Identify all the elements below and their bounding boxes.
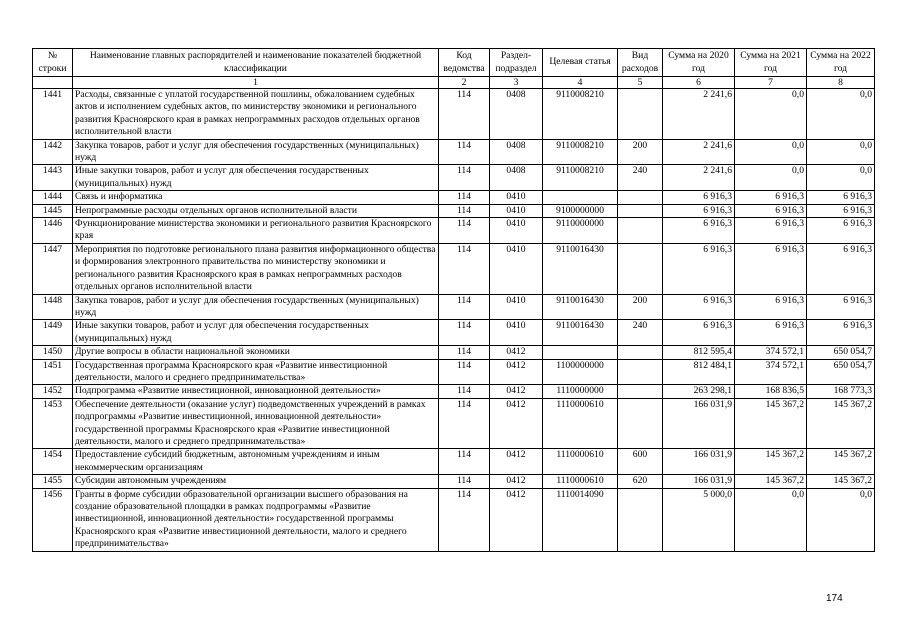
name-cell: Обеспечение деятельности (оказание услуг) подведомственных учреждений в рамках подпрограммы «Развитие инвестиционной, инновационной деятельности» государственной программы Красноярского края «Развитие инвестиционной деятельности, малого и среднего предпринимательства» — [73, 398, 439, 449]
target-item-cell: 9110016430 — [543, 243, 618, 294]
department-code-cell: 114 — [439, 320, 490, 346]
header-row-number: № строки — [33, 49, 73, 77]
sum-2022-cell: 0,0 — [807, 139, 875, 165]
name-cell: Другие вопросы в области национальной экономики — [73, 346, 439, 359]
target-item-cell: 9110016430 — [543, 320, 618, 346]
header-target-item: Целевая статья — [543, 49, 618, 77]
sum-2020-cell: 6 916,3 — [663, 243, 735, 294]
table-row — [33, 320, 875, 346]
sum-2021-cell: 168 836,5 — [735, 385, 807, 398]
sum-2022-cell: 6 916,3 — [807, 191, 875, 204]
department-code-cell: 114 — [439, 488, 490, 551]
header-name: Наименование главных распорядителей и наименование показателей бюджетной классификации — [73, 49, 439, 77]
sum-2022-cell: 6 916,3 — [807, 204, 875, 217]
target-item-cell: 1110014090 — [543, 488, 618, 551]
header-sum-2021: Сумма на 2021 год — [735, 49, 807, 77]
row-number-cell: 1445 — [33, 204, 73, 217]
sum-2022-cell: 6 916,3 — [807, 243, 875, 294]
header-expense-type: Вид расходов — [618, 49, 663, 77]
target-item-cell: 9110008210 — [543, 165, 618, 191]
row-number-cell: 1446 — [33, 218, 73, 244]
department-code-cell: 114 — [439, 475, 490, 488]
name-cell: Субсидии автономным учреждениям — [73, 475, 439, 488]
sum-2022-cell: 145 367,2 — [807, 398, 875, 449]
name-cell: Подпрограмма «Развитие инвестиционной, инновационной деятельности» — [73, 385, 439, 398]
section-cell: 0412 — [490, 359, 543, 385]
sum-2021-cell: 6 916,3 — [735, 243, 807, 294]
section-cell: 0410 — [490, 294, 543, 320]
table-row — [33, 449, 875, 475]
sum-2022-cell: 6 916,3 — [807, 320, 875, 346]
row-number-cell: 1443 — [33, 165, 73, 191]
column-number — [33, 77, 73, 89]
table-row — [33, 204, 875, 217]
table-row — [33, 191, 875, 204]
department-code-cell: 114 — [439, 165, 490, 191]
department-code-cell: 114 — [439, 359, 490, 385]
column-number: 2 — [439, 77, 490, 89]
table-row — [33, 488, 875, 551]
sum-2021-cell: 374 572,1 — [735, 346, 807, 359]
expense-type-cell — [618, 488, 663, 551]
expense-type-cell: 200 — [618, 139, 663, 165]
target-item-cell: 9110008210 — [543, 89, 618, 140]
budget-table-container — [32, 48, 875, 552]
sum-2020-cell: 166 031,9 — [663, 475, 735, 488]
name-cell: Непрограммные расходы отдельных органов исполнительной власти — [73, 204, 439, 217]
header-department-code: Код ведомства — [439, 49, 490, 77]
column-number: 6 — [663, 77, 735, 89]
department-code-cell: 114 — [439, 89, 490, 140]
section-cell: 0412 — [490, 449, 543, 475]
row-number-cell: 1442 — [33, 139, 73, 165]
target-item-cell — [543, 191, 618, 204]
sum-2020-cell: 6 916,3 — [663, 320, 735, 346]
row-number-cell: 1456 — [33, 488, 73, 551]
sum-2020-cell: 812 595,4 — [663, 346, 735, 359]
sum-2022-cell: 650 054,7 — [807, 359, 875, 385]
section-cell: 0412 — [490, 346, 543, 359]
name-cell: Государственная программа Красноярского края «Развитие инвестиционной деятельности, малого и среднего предпринимательства» — [73, 359, 439, 385]
target-item-cell: 9100000000 — [543, 204, 618, 217]
header-section: Раздел-подраздел — [490, 49, 543, 77]
sum-2020-cell: 2 241,6 — [663, 139, 735, 165]
sum-2022-cell: 145 367,2 — [807, 449, 875, 475]
column-number: 7 — [735, 77, 807, 89]
sum-2022-cell: 650 054,7 — [807, 346, 875, 359]
name-cell: Гранты в форме субсидии образовательной организации высшего образования на создание образовательной площадки в рамках подпрограммы «Развитие инвестиционной, инновационной деятельности» государственной программы Красноярского края «Развитие инвестиционной деятельности, малого и среднего предпринимательства» — [73, 488, 439, 551]
row-number-cell: 1451 — [33, 359, 73, 385]
department-code-cell: 114 — [439, 385, 490, 398]
target-item-cell — [543, 346, 618, 359]
budget-table — [32, 48, 875, 552]
section-cell: 0410 — [490, 243, 543, 294]
expense-type-cell: 600 — [618, 449, 663, 475]
expense-type-cell — [618, 218, 663, 244]
row-number-cell: 1448 — [33, 294, 73, 320]
sum-2020-cell: 812 484,1 — [663, 359, 735, 385]
expense-type-cell — [618, 359, 663, 385]
table-row — [33, 243, 875, 294]
sum-2020-cell: 166 031,9 — [663, 398, 735, 449]
department-code-cell: 114 — [439, 294, 490, 320]
expense-type-cell — [618, 346, 663, 359]
sum-2020-cell: 6 916,3 — [663, 204, 735, 217]
section-cell: 0412 — [490, 385, 543, 398]
section-cell: 0408 — [490, 139, 543, 165]
name-cell: Иные закупки товаров, работ и услуг для обеспечения государственных (муниципальных) нужд — [73, 165, 439, 191]
expense-type-cell — [618, 89, 663, 140]
row-number-cell: 1455 — [33, 475, 73, 488]
column-number: 1 — [73, 77, 439, 89]
section-cell: 0410 — [490, 191, 543, 204]
expense-type-cell — [618, 204, 663, 217]
table-body — [33, 89, 875, 552]
expense-type-cell: 240 — [618, 320, 663, 346]
name-cell: Мероприятия по подготовке регионального плана развития информационного общества и формирования электронного правительства по министерству экономики и регионального развития Красноярского края в рамках непрограммных расходов отдельных органов исполнительной власти — [73, 243, 439, 294]
sum-2022-cell: 145 367,2 — [807, 475, 875, 488]
sum-2022-cell: 0,0 — [807, 165, 875, 191]
sum-2022-cell: 6 916,3 — [807, 294, 875, 320]
sum-2022-cell: 0,0 — [807, 488, 875, 551]
column-number: 3 — [490, 77, 543, 89]
sum-2020-cell: 166 031,9 — [663, 449, 735, 475]
sum-2021-cell: 6 916,3 — [735, 218, 807, 244]
table-row — [33, 294, 875, 320]
table-row — [33, 139, 875, 165]
section-cell: 0412 — [490, 398, 543, 449]
target-item-cell: 1110000610 — [543, 398, 618, 449]
row-number-cell: 1452 — [33, 385, 73, 398]
department-code-cell: 114 — [439, 243, 490, 294]
sum-2021-cell: 374 572,1 — [735, 359, 807, 385]
name-cell: Иные закупки товаров, работ и услуг для обеспечения государственных (муниципальных) нужд — [73, 320, 439, 346]
row-number-cell: 1453 — [33, 398, 73, 449]
sum-2021-cell: 0,0 — [735, 488, 807, 551]
sum-2020-cell: 2 241,6 — [663, 89, 735, 140]
table-row — [33, 346, 875, 359]
sum-2020-cell: 263 298,1 — [663, 385, 735, 398]
sum-2020-cell: 6 916,3 — [663, 218, 735, 244]
name-cell: Связь и информатика — [73, 191, 439, 204]
section-cell: 0410 — [490, 204, 543, 217]
section-cell: 0412 — [490, 475, 543, 488]
sum-2021-cell: 145 367,2 — [735, 398, 807, 449]
target-item-cell: 9110016430 — [543, 294, 618, 320]
column-number: 4 — [543, 77, 618, 89]
expense-type-cell: 200 — [618, 294, 663, 320]
row-number-cell: 1449 — [33, 320, 73, 346]
expense-type-cell — [618, 385, 663, 398]
department-code-cell: 114 — [439, 204, 490, 217]
department-code-cell: 114 — [439, 218, 490, 244]
sum-2020-cell: 6 916,3 — [663, 191, 735, 204]
section-cell: 0410 — [490, 320, 543, 346]
name-cell: Расходы, связанные с уплатой государственной пошлины, обжалованием судебных актов и исполнением судебных актов, по министерству экономики и регионального развития Красноярского края в рамках непрограммных расходов отдельных органов исполнительной власти — [73, 89, 439, 140]
column-number: 8 — [807, 77, 875, 89]
target-item-cell: 1100000000 — [543, 359, 618, 385]
sum-2021-cell: 0,0 — [735, 165, 807, 191]
table-row — [33, 165, 875, 191]
header-sum-2020: Сумма на 2020 год — [663, 49, 735, 77]
sum-2022-cell: 6 916,3 — [807, 218, 875, 244]
expense-type-cell: 620 — [618, 475, 663, 488]
table-row — [33, 359, 875, 385]
department-code-cell: 114 — [439, 346, 490, 359]
row-number-cell: 1444 — [33, 191, 73, 204]
sum-2021-cell: 145 367,2 — [735, 449, 807, 475]
expense-type-cell — [618, 243, 663, 294]
header-sum-2022: Сумма на 2022 год — [807, 49, 875, 77]
department-code-cell: 114 — [439, 191, 490, 204]
name-cell: Закупка товаров, работ и услуг для обеспечения государственных (муниципальных) нужд — [73, 139, 439, 165]
row-number-cell: 1450 — [33, 346, 73, 359]
sum-2022-cell: 168 773,3 — [807, 385, 875, 398]
sum-2021-cell: 145 367,2 — [735, 475, 807, 488]
table-row — [33, 385, 875, 398]
sum-2020-cell: 6 916,3 — [663, 294, 735, 320]
section-cell: 0408 — [490, 165, 543, 191]
sum-2020-cell: 2 241,6 — [663, 165, 735, 191]
row-number-cell: 1441 — [33, 89, 73, 140]
department-code-cell: 114 — [439, 398, 490, 449]
section-cell: 0412 — [490, 488, 543, 551]
target-item-cell: 1110000610 — [543, 449, 618, 475]
table-row — [33, 475, 875, 488]
department-code-cell: 114 — [439, 449, 490, 475]
table-row — [33, 398, 875, 449]
sum-2020-cell: 5 000,0 — [663, 488, 735, 551]
name-cell: Функционирование министерства экономики и регионального развития Красноярского края — [73, 218, 439, 244]
table-row — [33, 218, 875, 244]
page-number: 174 — [826, 593, 843, 604]
table-row — [33, 89, 875, 140]
target-item-cell: 9110000000 — [543, 218, 618, 244]
expense-type-cell: 240 — [618, 165, 663, 191]
header-row — [33, 49, 875, 77]
sum-2021-cell: 6 916,3 — [735, 320, 807, 346]
column-number: 5 — [618, 77, 663, 89]
section-cell: 0410 — [490, 218, 543, 244]
target-item-cell: 1110000000 — [543, 385, 618, 398]
sum-2021-cell: 6 916,3 — [735, 204, 807, 217]
row-number-cell: 1447 — [33, 243, 73, 294]
name-cell: Предоставление субсидий бюджетным, автономным учреждениям и иным некоммерческим организациям — [73, 449, 439, 475]
section-cell: 0408 — [490, 89, 543, 140]
row-number-cell: 1454 — [33, 449, 73, 475]
sum-2021-cell: 0,0 — [735, 89, 807, 140]
expense-type-cell — [618, 398, 663, 449]
sum-2021-cell: 6 916,3 — [735, 191, 807, 204]
sum-2021-cell: 6 916,3 — [735, 294, 807, 320]
department-code-cell: 114 — [439, 139, 490, 165]
expense-type-cell — [618, 191, 663, 204]
target-item-cell: 1110000610 — [543, 475, 618, 488]
column-number-row — [33, 77, 875, 89]
sum-2022-cell: 0,0 — [807, 89, 875, 140]
target-item-cell: 9110008210 — [543, 139, 618, 165]
sum-2021-cell: 0,0 — [735, 139, 807, 165]
name-cell: Закупка товаров, работ и услуг для обеспечения государственных (муниципальных) нужд — [73, 294, 439, 320]
